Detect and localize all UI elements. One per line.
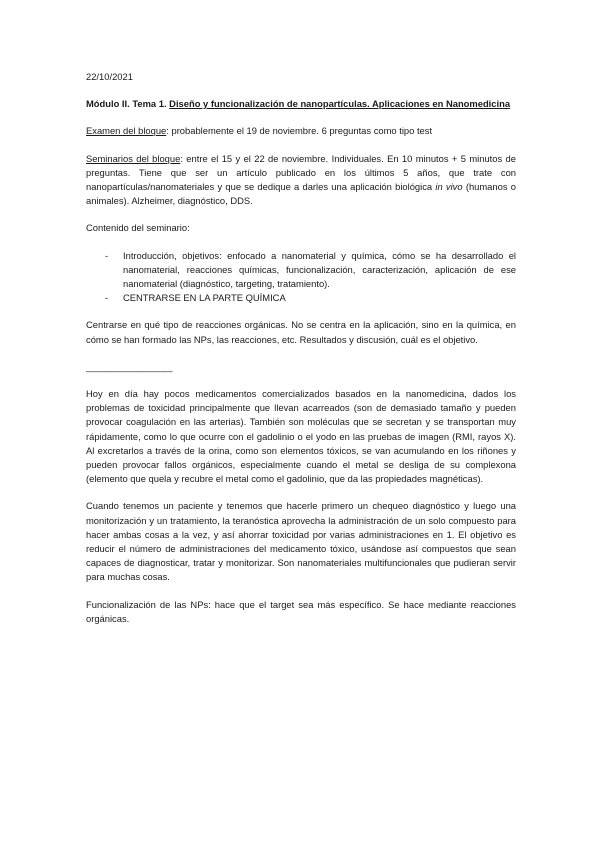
document-page: [86, 70, 516, 626]
list-item: [86, 249, 516, 292]
seminars-text-2: (humanos o animales). Alzheimer, diagnóstico, DDS.: [86, 181, 516, 207]
body-paragraph: Funcionalización de las NPs: hace que el target sea más específico. Se hace mediante reacciones orgánicas.: [86, 598, 516, 624]
body-paragraph: Hoy en día hay pocos medicamentos comercializados basados en la nanomedicina, dados los problemas de toxicidad principalmente que llevan acarreados (son de demasiado tamaño y pueden provocar coagulación en las arterias). También son moléculas que se secretan y se transportan muy rápidamente, como lo que ocurre con el gadolinio o el yodo en las pruebas de imagen (RMI, rayos X). Al excretarlos a través de la orina, como son elementos tóxicos, se van acumulando en los riñones y pueden provocar fallos orgánicos, especialmente cuando el metal se desliga de su complexona (elemento que quela y recubre el metal como el gadolinio, que da las propiedades magnéticas).: [86, 388, 516, 485]
document-title: [86, 97, 516, 111]
focus-paragraph: Centrarse en qué tipo de reacciones orgánicas. No se centra en la aplicación, sino en la química, en cómo se han formado las NPs, las reacciones, etc. Resultados y discusión, cuál es el objetivo.: [86, 319, 516, 345]
title-prefix: Módulo II. Tema 1.: [86, 98, 170, 110]
separator-line: ________________: [86, 360, 173, 372]
exam-label: Examen del bloque: [86, 125, 167, 137]
bullet-text: Introducción, objetivos: enfocado a nanomaterial y química, cómo se ha desarrollado el nanomaterial, reacciones químicas, funcionalización, caracterización, aplicación de ese nanomaterial (diagnóstico, targeting, tratamiento).: [123, 249, 516, 290]
bullet-marker: -: [105, 292, 109, 304]
seminars-text-1: : entre el 15 y el 22 de noviembre. Individuales. En 10 minutos + 5 minutos de preguntas. Tiene que ser un artículo publicado en los últimos 5 años, que trate con nanopartículas/nanomateriales y que se dedique a darles una aplicación biológica: [86, 152, 516, 193]
exam-text: : probablemente el 19 de noviembre. 6 preguntas como tipo test: [166, 125, 433, 137]
bullet-text: CENTRARSE EN LA PARTE QUÍMICA: [123, 292, 286, 304]
bullet-marker: -: [105, 249, 109, 261]
seminars-label: Seminarios del bloque: [86, 152, 181, 164]
content-bullet-list: [86, 249, 516, 306]
exam-line: [86, 124, 516, 138]
list-item: [86, 291, 516, 305]
seminars-italic: in vivo: [435, 181, 463, 193]
content-heading: Contenido del seminario:: [86, 222, 190, 234]
body-paragraph: Cuando tenemos un paciente y tenemos que hacerle primero un chequeo diagnóstico y luego una monitorización y un tratamiento, la teranóstica aprovecha la administración de un solo compuesto para hacer ambas cosas a la vez, y así ahorrar toxicidad por varias administraciones en 1. El objetivo es reducir el número de administraciones del medicamento tóxico, usándose así compuestos que sean capaces de diagnosticar, tratar y monitorizar. Son nanomateriales multifuncionales que pudieran servir para muchas cosas.: [86, 500, 516, 583]
title-topic: Diseño y funcionalización de nanopartículas. Aplicaciones en Nanomedicina: [169, 98, 511, 110]
seminars-paragraph: [86, 152, 516, 209]
document-date: 22/10/2021: [86, 71, 133, 82]
